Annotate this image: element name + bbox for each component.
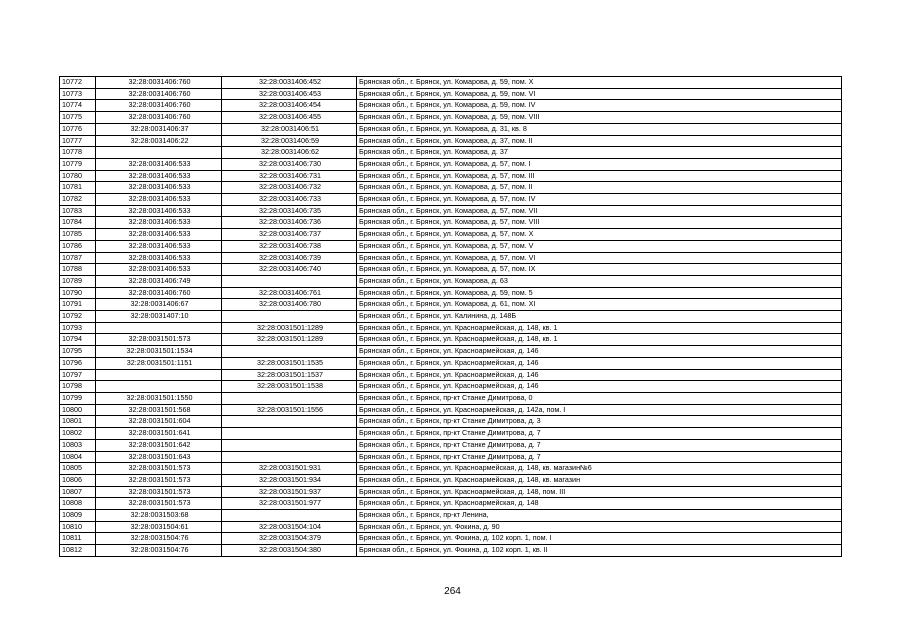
row-number-cell: 10810	[60, 521, 96, 533]
cadastral-number-cell: 32:28:0031406:740	[222, 264, 357, 276]
address-cell: Брянская обл., г. Брянск, пр-кт Станке Димитрова, д. 7	[357, 439, 842, 451]
cadastral-number-cell: 32:28:0031406:780	[222, 299, 357, 311]
row-number-cell: 10794	[60, 334, 96, 346]
cadastral-number-cell: 32:28:0031406:739	[222, 252, 357, 264]
cadastral-number-parent-cell: 32:28:0031406:533	[96, 252, 222, 264]
table-row	[60, 123, 842, 135]
row-number-cell: 10788	[60, 264, 96, 276]
table-row	[60, 100, 842, 112]
address-cell: Брянская обл., г. Брянск, пр-кт Станке Димитрова, д. 7	[357, 451, 842, 463]
cadastral-number-cell	[222, 311, 357, 323]
row-number-cell: 10779	[60, 158, 96, 170]
row-number-cell: 10784	[60, 217, 96, 229]
page-number: 264	[444, 586, 461, 597]
cadastral-number-parent-cell: 32:28:0031501:641	[96, 428, 222, 440]
row-number-cell: 10790	[60, 287, 96, 299]
table-row	[60, 147, 842, 159]
cadastral-number-cell: 32:28:0031406:731	[222, 170, 357, 182]
cadastral-number-parent-cell: 32:28:0031406:533	[96, 170, 222, 182]
row-number-cell: 10786	[60, 240, 96, 252]
cadastral-number-cell: 32:28:0031406:62	[222, 147, 357, 159]
table-row	[60, 112, 842, 124]
cadastral-number-parent-cell: 32:28:0031503:68	[96, 510, 222, 522]
cadastral-number-cell	[222, 510, 357, 522]
table-row	[60, 205, 842, 217]
cadastral-number-cell: 32:28:0031406:761	[222, 287, 357, 299]
row-number-cell: 10772	[60, 77, 96, 89]
row-number-cell: 10793	[60, 322, 96, 334]
row-number-cell: 10780	[60, 170, 96, 182]
cadastral-number-cell: 32:28:0031406:732	[222, 182, 357, 194]
cadastral-number-parent-cell: 32:28:0031406:22	[96, 135, 222, 147]
table-row	[60, 88, 842, 100]
cadastral-number-parent-cell: 32:28:0031406:37	[96, 123, 222, 135]
row-number-cell: 10776	[60, 123, 96, 135]
cadastral-number-cell: 32:28:0031501:937	[222, 486, 357, 498]
cadastral-number-cell	[222, 346, 357, 358]
cadastral-number-parent-cell: 32:28:0031501:568	[96, 404, 222, 416]
row-number-cell: 10791	[60, 299, 96, 311]
cadastral-number-parent-cell: 32:28:0031501:1151	[96, 357, 222, 369]
row-number-cell: 10773	[60, 88, 96, 100]
cadastral-number-parent-cell: 32:28:0031406:533	[96, 158, 222, 170]
table-row	[60, 194, 842, 206]
cadastral-number-parent-cell: 32:28:0031407:10	[96, 311, 222, 323]
row-number-cell: 10809	[60, 510, 96, 522]
address-cell: Брянская обл., г. Брянск, пр-кт Станке Димитрова, д. 3	[357, 416, 842, 428]
cadastral-number-cell: 32:28:0031501:1535	[222, 357, 357, 369]
cadastral-number-cell: 32:28:0031406:59	[222, 135, 357, 147]
row-number-cell: 10804	[60, 451, 96, 463]
address-cell: Брянская обл., г. Брянск, ул. Красноармейская, д. 148, кв. магазин	[357, 474, 842, 486]
table-row	[60, 287, 842, 299]
cadastral-number-cell	[222, 428, 357, 440]
row-number-cell: 10796	[60, 357, 96, 369]
row-number-cell: 10798	[60, 381, 96, 393]
cadastral-number-parent-cell: 32:28:0031406:533	[96, 240, 222, 252]
table-row	[60, 510, 842, 522]
row-number-cell: 10774	[60, 100, 96, 112]
row-number-cell: 10800	[60, 404, 96, 416]
address-cell: Брянская обл., г. Брянск, ул. Фокина, д. 102 корп. 1, кв. II	[357, 545, 842, 557]
cadastral-number-parent-cell: 32:28:0031406:749	[96, 275, 222, 287]
cadastral-number-cell: 32:28:0031406:452	[222, 77, 357, 89]
cadastral-number-cell: 32:28:0031501:931	[222, 463, 357, 475]
row-number-cell: 10812	[60, 545, 96, 557]
cadastral-number-cell: 32:28:0031504:379	[222, 533, 357, 545]
table-body	[60, 77, 842, 557]
cadastral-number-cell: 32:28:0031406:51	[222, 123, 357, 135]
table-row	[60, 357, 842, 369]
address-cell: Брянская обл., г. Брянск, ул. Комарова, д. 37	[357, 147, 842, 159]
address-cell: Брянская обл., г. Брянск, ул. Красноармейская, д. 148, кв. 1	[357, 334, 842, 346]
address-cell: Брянская обл., г. Брянск, ул. Комарова, д. 57, пом. IV	[357, 194, 842, 206]
cadastral-number-parent-cell: 32:28:0031406:533	[96, 182, 222, 194]
table-row	[60, 381, 842, 393]
table-row	[60, 217, 842, 229]
row-number-cell: 10803	[60, 439, 96, 451]
row-number-cell: 10811	[60, 533, 96, 545]
address-cell: Брянская обл., г. Брянск, ул. Комарова, д. 57, пом. X	[357, 229, 842, 241]
table-row	[60, 264, 842, 276]
table-row	[60, 474, 842, 486]
cadastral-number-cell: 32:28:0031501:1537	[222, 369, 357, 381]
address-cell: Брянская обл., г. Брянск, ул. Красноармейская, д. 148	[357, 498, 842, 510]
table-row	[60, 322, 842, 334]
address-cell: Брянская обл., г. Брянск, ул. Фокина, д. 90	[357, 521, 842, 533]
cadastral-number-cell	[222, 416, 357, 428]
cadastral-number-parent-cell: 32:28:0031406:533	[96, 229, 222, 241]
table-row	[60, 486, 842, 498]
cadastral-number-parent-cell: 32:28:0031406:533	[96, 217, 222, 229]
cadastral-number-parent-cell: 32:28:0031501:573	[96, 486, 222, 498]
table-row	[60, 182, 842, 194]
row-number-cell: 10806	[60, 474, 96, 486]
cadastral-number-cell	[222, 392, 357, 404]
row-number-cell: 10799	[60, 392, 96, 404]
cadastral-number-cell: 32:28:0031406:455	[222, 112, 357, 124]
address-cell: Брянская обл., г. Брянск, ул. Красноармейская, д. 148, кв. 1	[357, 322, 842, 334]
cadastral-table	[59, 76, 842, 557]
address-cell: Брянская обл., г. Брянск, ул. Красноармейская, д. 146	[357, 381, 842, 393]
table-row	[60, 416, 842, 428]
table-row	[60, 404, 842, 416]
cadastral-number-cell: 32:28:0031501:934	[222, 474, 357, 486]
address-cell: Брянская обл., г. Брянск, пр-кт Станке Димитрова, д. 7	[357, 428, 842, 440]
row-number-cell: 10795	[60, 346, 96, 358]
row-number-cell: 10801	[60, 416, 96, 428]
address-cell: Брянская обл., г. Брянск, ул. Фокина, д. 102 корп. 1, пом. I	[357, 533, 842, 545]
cadastral-number-cell: 32:28:0031504:104	[222, 521, 357, 533]
row-number-cell: 10789	[60, 275, 96, 287]
cadastral-number-parent-cell	[96, 381, 222, 393]
address-cell: Брянская обл., г. Брянск, ул. Комарова, д. 57, пом. I	[357, 158, 842, 170]
cadastral-number-parent-cell: 32:28:0031406:760	[96, 112, 222, 124]
address-cell: Брянская обл., г. Брянск, ул. Комарова, д. 57, пом. VII	[357, 205, 842, 217]
cadastral-number-parent-cell: 32:28:0031501:642	[96, 439, 222, 451]
address-cell: Брянская обл., г. Брянск, ул. Калинина, д. 148Б	[357, 311, 842, 323]
cadastral-number-parent-cell: 32:28:0031501:1550	[96, 392, 222, 404]
address-cell: Брянская обл., г. Брянск, ул. Комарова, д. 57, пом. IX	[357, 264, 842, 276]
table-row	[60, 439, 842, 451]
cadastral-number-parent-cell	[96, 369, 222, 381]
cadastral-number-parent-cell	[96, 322, 222, 334]
cadastral-number-cell: 32:28:0031504:380	[222, 545, 357, 557]
row-number-cell: 10792	[60, 311, 96, 323]
address-cell: Брянская обл., г. Брянск, пр-кт Ленина,	[357, 510, 842, 522]
address-cell: Брянская обл., г. Брянск, ул. Комарова, д. 31, кв. 8	[357, 123, 842, 135]
address-cell: Брянская обл., г. Брянск, ул. Комарова, д. 61, пом. XI	[357, 299, 842, 311]
table-row	[60, 346, 842, 358]
cadastral-number-parent-cell: 32:28:0031406:760	[96, 77, 222, 89]
row-number-cell: 10805	[60, 463, 96, 475]
table-row	[60, 392, 842, 404]
address-cell: Брянская обл., г. Брянск, ул. Комарова, д. 63	[357, 275, 842, 287]
cadastral-number-parent-cell: 32:28:0031504:61	[96, 521, 222, 533]
table-row	[60, 240, 842, 252]
cadastral-number-cell	[222, 439, 357, 451]
address-cell: Брянская обл., г. Брянск, ул. Комарова, д. 57, пом. V	[357, 240, 842, 252]
table-row	[60, 498, 842, 510]
table-row	[60, 334, 842, 346]
table-row	[60, 77, 842, 89]
row-number-cell: 10783	[60, 205, 96, 217]
address-cell: Брянская обл., г. Брянск, ул. Красноармейская, д. 146	[357, 369, 842, 381]
cadastral-number-cell: 32:28:0031406:737	[222, 229, 357, 241]
cadastral-number-parent-cell: 32:28:0031501:573	[96, 474, 222, 486]
row-number-cell: 10778	[60, 147, 96, 159]
row-number-cell: 10781	[60, 182, 96, 194]
cadastral-number-cell	[222, 275, 357, 287]
table-row	[60, 158, 842, 170]
address-cell: Брянская обл., г. Брянск, ул. Красноармейская, д. 142а, пом. I	[357, 404, 842, 416]
address-cell: Брянская обл., г. Брянск, пр-кт Станке Димитрова, 0	[357, 392, 842, 404]
cadastral-number-cell: 32:28:0031406:730	[222, 158, 357, 170]
address-cell: Брянская обл., г. Брянск, ул. Комарова, д. 57, пом. III	[357, 170, 842, 182]
address-cell: Брянская обл., г. Брянск, ул. Комарова, д. 37, пом. II	[357, 135, 842, 147]
cadastral-number-parent-cell: 32:28:0031501:1534	[96, 346, 222, 358]
cadastral-number-parent-cell: 32:28:0031501:573	[96, 463, 222, 475]
table-row	[60, 369, 842, 381]
table-row	[60, 521, 842, 533]
address-cell: Брянская обл., г. Брянск, ул. Красноармейская, д. 148, пом. III	[357, 486, 842, 498]
row-number-cell: 10808	[60, 498, 96, 510]
table-row	[60, 428, 842, 440]
table-row	[60, 299, 842, 311]
table-row	[60, 252, 842, 264]
table-row	[60, 463, 842, 475]
table-row	[60, 170, 842, 182]
row-number-cell: 10782	[60, 194, 96, 206]
table-row	[60, 545, 842, 557]
address-cell: Брянская обл., г. Брянск, ул. Комарова, д. 59, пом. VIII	[357, 112, 842, 124]
cadastral-number-parent-cell: 32:28:0031406:533	[96, 205, 222, 217]
cadastral-number-cell: 32:28:0031501:1289	[222, 322, 357, 334]
cadastral-number-cell: 32:28:0031406:453	[222, 88, 357, 100]
cadastral-number-cell: 32:28:0031501:977	[222, 498, 357, 510]
cadastral-number-parent-cell: 32:28:0031501:643	[96, 451, 222, 463]
cadastral-number-parent-cell: 32:28:0031406:67	[96, 299, 222, 311]
cadastral-number-parent-cell: 32:28:0031406:760	[96, 287, 222, 299]
table-row	[60, 275, 842, 287]
cadastral-number-cell: 32:28:0031501:1556	[222, 404, 357, 416]
address-cell: Брянская обл., г. Брянск, ул. Комарова, д. 59, пом. IV	[357, 100, 842, 112]
cadastral-number-parent-cell	[96, 147, 222, 159]
cadastral-number-parent-cell: 32:28:0031406:760	[96, 88, 222, 100]
cadastral-number-parent-cell: 32:28:0031501:604	[96, 416, 222, 428]
address-cell: Брянская обл., г. Брянск, ул. Красноармейская, д. 146	[357, 346, 842, 358]
cadastral-number-cell: 32:28:0031406:733	[222, 194, 357, 206]
address-cell: Брянская обл., г. Брянск, ул. Красноармейская, д. 146	[357, 357, 842, 369]
cadastral-number-parent-cell: 32:28:0031406:760	[96, 100, 222, 112]
cadastral-number-cell: 32:28:0031501:1289	[222, 334, 357, 346]
cadastral-number-parent-cell: 32:28:0031406:533	[96, 264, 222, 276]
address-cell: Брянская обл., г. Брянск, ул. Комарова, д. 59, пом. 5	[357, 287, 842, 299]
address-cell: Брянская обл., г. Брянск, ул. Комарова, д. 59, пом. VI	[357, 88, 842, 100]
address-cell: Брянская обл., г. Брянск, ул. Комарова, д. 57, пом. II	[357, 182, 842, 194]
cadastral-number-cell	[222, 451, 357, 463]
table-row	[60, 533, 842, 545]
table-row	[60, 229, 842, 241]
table-row	[60, 135, 842, 147]
address-cell: Брянская обл., г. Брянск, ул. Комарова, д. 57, пом. VIII	[357, 217, 842, 229]
cadastral-number-cell: 32:28:0031406:735	[222, 205, 357, 217]
table-row	[60, 451, 842, 463]
row-number-cell: 10787	[60, 252, 96, 264]
cadastral-number-cell: 32:28:0031406:736	[222, 217, 357, 229]
row-number-cell: 10785	[60, 229, 96, 241]
table-row	[60, 311, 842, 323]
row-number-cell: 10777	[60, 135, 96, 147]
address-cell: Брянская обл., г. Брянск, ул. Красноармейская, д. 148, кв. магазин№6	[357, 463, 842, 475]
row-number-cell: 10797	[60, 369, 96, 381]
row-number-cell: 10807	[60, 486, 96, 498]
cadastral-number-parent-cell: 32:28:0031501:573	[96, 334, 222, 346]
cadastral-number-parent-cell: 32:28:0031501:573	[96, 498, 222, 510]
cadastral-number-cell: 32:28:0031406:738	[222, 240, 357, 252]
cadastral-number-parent-cell: 32:28:0031504:76	[96, 545, 222, 557]
cadastral-number-parent-cell: 32:28:0031406:533	[96, 194, 222, 206]
row-number-cell: 10775	[60, 112, 96, 124]
cadastral-number-cell: 32:28:0031501:1538	[222, 381, 357, 393]
row-number-cell: 10802	[60, 428, 96, 440]
address-cell: Брянская обл., г. Брянск, ул. Комарова, д. 57, пом. VI	[357, 252, 842, 264]
address-cell: Брянская обл., г. Брянск, ул. Комарова, д. 59, пом. X	[357, 77, 842, 89]
cadastral-number-parent-cell: 32:28:0031504:76	[96, 533, 222, 545]
cadastral-number-cell: 32:28:0031406:454	[222, 100, 357, 112]
